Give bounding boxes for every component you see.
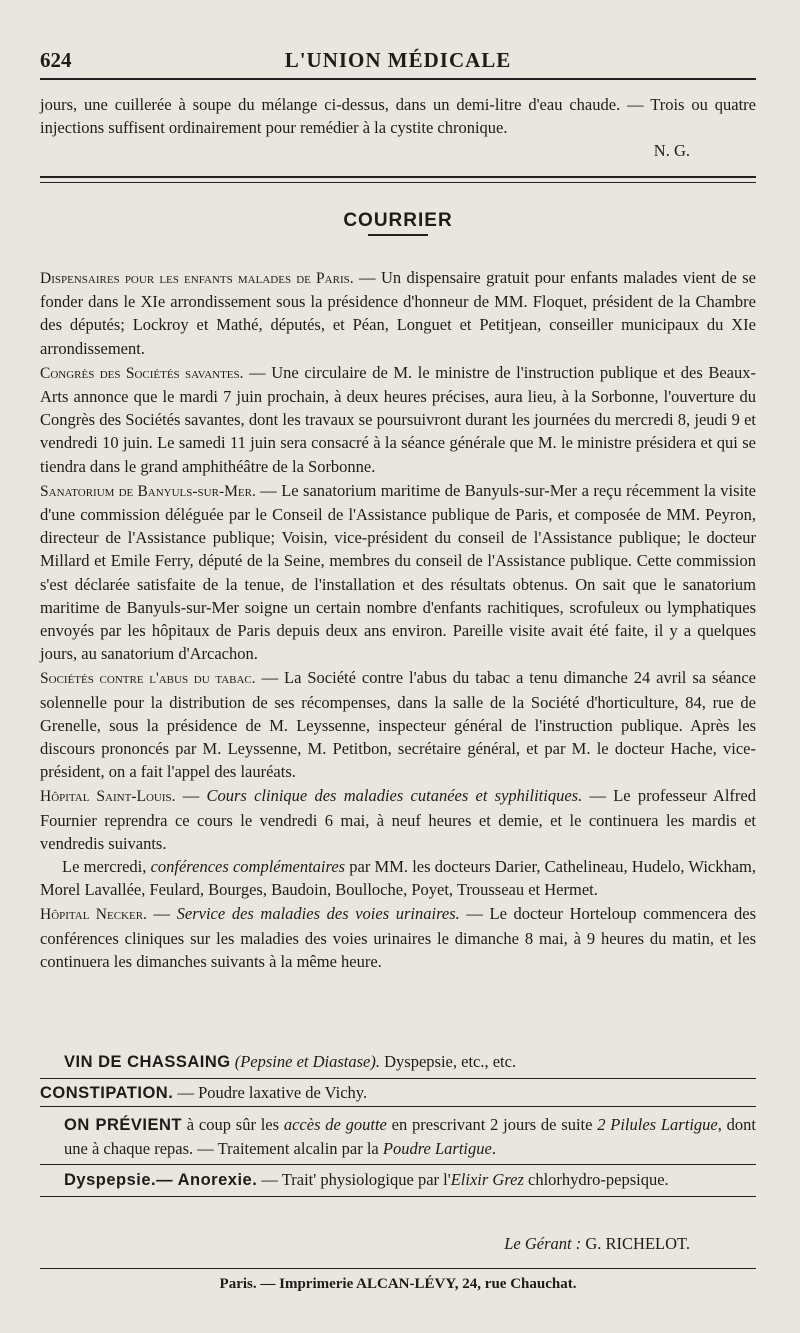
news-heading: Hôpital Necker.	[40, 906, 147, 924]
journal-title: L'UNION MÉDICALE	[284, 48, 512, 72]
news-item-saint-louis: Hôpital Saint-Louis. — Cours clinique des maladies cutanées et syphilitiques. — Le professeur Alfred Fournier reprendra ce cours le vendredi 6 mai, à neuf heures et demie, et le continuera les mardis et vendredis suivants.	[40, 786, 756, 853]
ad-constipation	[40, 1081, 756, 1105]
intro-block	[40, 93, 756, 163]
printer-footer	[40, 1276, 756, 1293]
ad-text: — Trait' physiologique par l'	[257, 1170, 451, 1189]
news-item-dispensaires	[40, 266, 756, 360]
news-item-congres	[40, 361, 756, 478]
ad-rule	[40, 1196, 756, 1197]
ad-bold: Dyspepsie.— Anorexie.	[64, 1171, 258, 1189]
section-divider	[40, 176, 756, 183]
news-body: — La Société contre l'abus du tabac a tenu dimanche 24 avril sa séance solennelle pour la distribution de ses récompenses, dans la salle de la Société d'horticulture, 84, rue de Grenelle, sous la présidence de M. Leyssenne, inspecteur général de l'instruction publique. Après les discours prononcés par M. Leyssenne, M. Petitbon, secrétaire général, et par M. le docteur Hache, vice-président, on a fait l'appel des lauréats.	[40, 668, 756, 782]
ad-vin	[40, 1050, 756, 1074]
ad-dyspepsie	[40, 1168, 756, 1192]
ad-text: .	[491, 1139, 496, 1158]
news-body: — Un dispensaire gratuit pour enfants malades vient de se fonder dans le XIe arrondissement sous la présidence d'honneur de MM. Floquet, président de la Chambre des députés; Lockroy et Mathé, députés, et Péan, Longuet et Petitjean, conseiller municipaux du XIe arrondissement.	[40, 268, 756, 358]
news-body: — Le docteur Horteloup commencera des conférences cliniques sur les maladies des voies urinaires le dimanche 8 mai, à 9 heures du matin, et les continuera les dimanches suivants à la même heure.	[40, 904, 757, 971]
news-body: par MM. les docteurs Darier, Cathelineau, Hudelo, Wickham, Morel Lavallée, Feulard, Bourges, Baudoin, Boulloche, Poyet, Trousseau et Hermet.	[40, 857, 757, 900]
gerant-name: G. RICHELOT.	[585, 1234, 690, 1253]
intro-text: jours, une cuillerée à soupe du mélange ci-dessus, dans un demi-litre d'eau chaude. — Trois ou quatre injections suffisent ordinairement pour remédier à la cystite chronique.	[40, 95, 756, 138]
ad-italic: Elixir Grez	[450, 1170, 524, 1189]
ad-rule	[40, 1106, 756, 1107]
news-item-saint-louis-2	[40, 855, 756, 901]
ad-text: chlorhydro-pepsique.	[523, 1170, 669, 1189]
ad-text: , dont une à chaque repas. — Traitement alcalin par la	[64, 1115, 756, 1158]
intro-signature: N. G.	[653, 141, 690, 161]
section-title-text: COURRIER	[343, 210, 453, 231]
title-dash	[368, 234, 428, 236]
ad-italic: accès de goutte	[283, 1115, 387, 1134]
news-italic: Service des maladies des voies urinaires.	[176, 904, 460, 924]
printer-text: Paris. — Imprimerie ALCAN-LÉVY, 24, rue Chauchat.	[219, 1276, 577, 1292]
news-body: — Une circulaire de M. le ministre de l'instruction publique et des Beaux-Arts annonce que le mardi 7 juin prochain, à deux heures précises, aura lieu, à la Sorbonne, l'ouverture du Congrès des Sociétés savantes, dont les travaux se poursuivront durant les journées du mercredi 8, jeudi 9 et vendredi 10 juin. Le samedi 11 juin sera consacré à la séance générale que M. le ministre présidera et qui se tiendra dans le grand amphithéâtre de la Sorbonne.	[40, 362, 756, 476]
ad-text: — Poudre laxative de Vichy.	[173, 1083, 368, 1102]
news-body: — Le sanatorium maritime de Banyuls-sur-Mer a reçu récemment la visite d'une commission déléguée par le Conseil de l'Assistance publique de Paris, et composée de MM. Peyron, directeur de l'Assistance publique; Voisin, vice-président du conseil de l'Assistance publique; le docteur Millard et Emile Ferry, député de la Seine, membres du conseil de l'Assistance publique. Cette commission s'est déclarée satisfaite de la tenue, de l'installation et des résultats obtenus. On sait que le sanatorium maritime de Banyuls-sur-Mer soigne un certain nombre d'enfants rachitiques, scrofuleux ou lymphatiques envoyés par les hôpitaux de Paris depuis deux ans environ. Pareille visite avait été faite, il y a quelques jours, au sanatorium d'Arcachon.	[40, 480, 756, 664]
gerant-line	[40, 1232, 756, 1255]
news-item-necker: Hôpital Necker. — Service des maladies des voies urinaires. — Le docteur Horteloup commencera des conférences cliniques sur les maladies des voies urinaires le dimanche 8 mai, à 9 heures du matin, et les continuera les dimanches suivants à la même heure.	[40, 904, 757, 971]
news-body: — Le professeur Alfred Fournier reprendra ce cours le vendredi 6 mai, à neuf heures et demie, et le continuera les mardis et vendredis suivants.	[40, 786, 756, 853]
ad-italic: Poudre Lartigue	[382, 1139, 492, 1158]
news-heading: Hôpital Saint-Louis.	[40, 788, 176, 806]
news-block	[40, 266, 756, 973]
news-item-tabac	[40, 666, 756, 783]
ad-italic: (Pepsine et Diastase).	[234, 1052, 380, 1071]
news-italic: conférences complémentaires	[150, 857, 346, 877]
section-title	[40, 210, 756, 236]
ad-text: en prescrivant 2 jours de suite	[386, 1115, 598, 1134]
ad-bold: VIN DE CHASSAING	[64, 1053, 231, 1071]
page-number: 624	[40, 48, 72, 72]
news-item-sanatorium	[40, 479, 756, 666]
ad-rule	[40, 1078, 756, 1079]
news-heading: Sociétés contre l'abus du tabac.	[40, 670, 256, 688]
ad-bold: ON PRÉVIENT	[64, 1116, 183, 1134]
news-heading: Congrès des Sociétés savantes.	[40, 364, 244, 382]
running-header	[40, 46, 756, 80]
ad-prevent	[40, 1113, 756, 1160]
footer-rule	[40, 1268, 756, 1269]
ad-text: à coup sûr les	[182, 1115, 284, 1134]
gerant-label: Le Gérant :	[504, 1234, 586, 1253]
news-heading: Sanatorium de Banyuls-sur-Mer.	[40, 482, 256, 500]
ad-italic: 2 Pilules Lartigue	[597, 1115, 718, 1134]
ad-text: Dyspepsie, etc., etc.	[380, 1052, 517, 1071]
news-body: Le mercredi,	[62, 857, 151, 877]
news-italic: Cours clinique des maladies cutanées et syphilitiques.	[206, 786, 583, 806]
news-heading: Dispensaires pour les enfants malades de Paris.	[40, 270, 354, 287]
ad-rule	[40, 1164, 756, 1165]
ad-bold: CONSTIPATION.	[40, 1084, 174, 1102]
